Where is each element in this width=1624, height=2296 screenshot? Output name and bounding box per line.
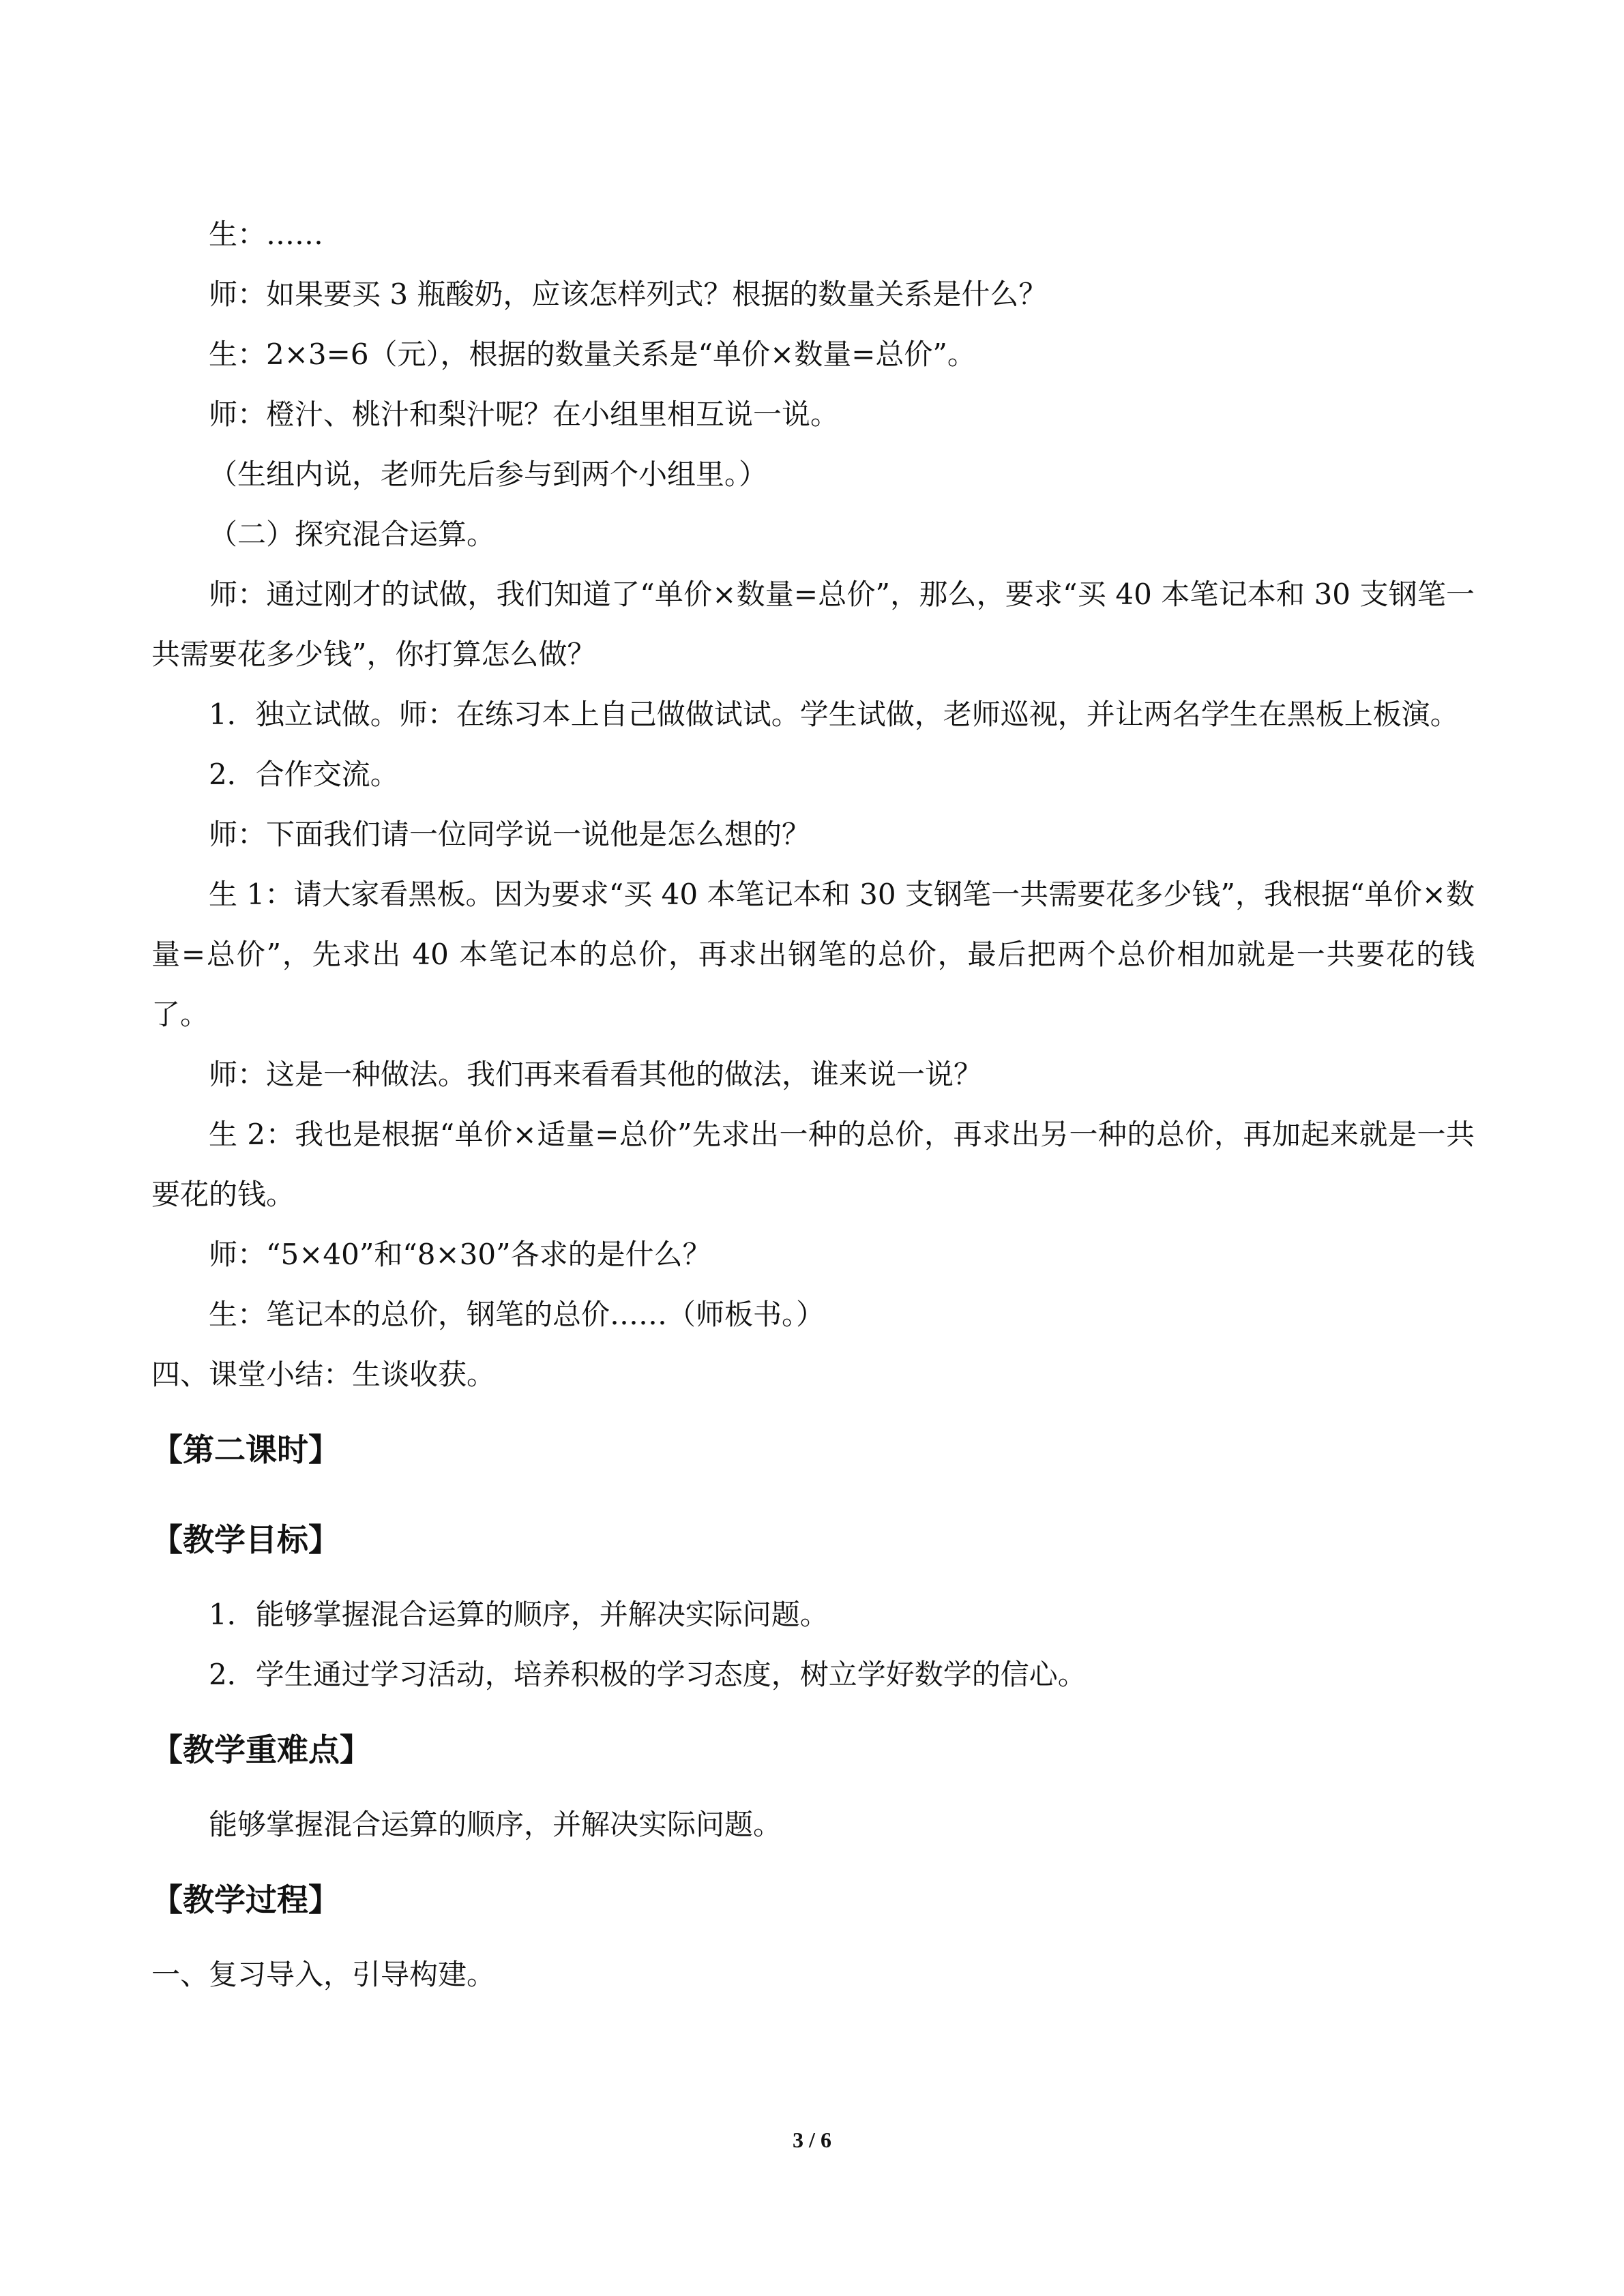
text-line: 生：2×3=6（元），根据的数量关系是“单价×数量=总价”。 xyxy=(209,338,976,371)
text-line: 师：橙汁、桃汁和梨汁呢？在小组里相互说一说。 xyxy=(209,398,840,431)
paragraph: 生 1：请大家看黑板。因为要求“买 40 本笔记本和 30 支钢笔一共需要花多少钱”，我根据“单价×数量=总价”，先求出 40 本笔记本的总价，再求出钢笔的总价，最后把两个总价相加就是一共要花的钱了。 xyxy=(151,878,1475,1031)
section-heading: 【第二课时】 xyxy=(151,1431,340,1468)
paragraph: 师：通过刚才的试做，我们知道了“单价×数量=总价”，那么，要求“买 40 本笔记本和 30 支钢笔一共需要花多少钱”，你打算怎么做？ xyxy=(151,578,1475,671)
paragraph: 生 2：我也是根据“单价×适量=总价”先求出一种的总价，再求出另一种的总价，再加起来就是一共要花的钱。 xyxy=(151,1118,1475,1211)
document-body xyxy=(151,205,1475,2005)
text-line: 师：下面我们请一位同学说一说他是怎么想的？ xyxy=(209,818,811,851)
section-heading-text: 四、课堂小结：生谈收获。 xyxy=(151,1358,496,1391)
list-item: 1．能够掌握混合运算的顺序，并解决实际问题。 xyxy=(209,1598,829,1631)
paragraph: 1．独立试做。师：在练习本上自己做做试试。学生试做，老师巡视，并让两名学生在黑板上板演。 xyxy=(209,698,1459,731)
text-line: 生：笔记本的总价，钢笔的总价……（师板书。） xyxy=(209,1298,825,1331)
list-item: 2．学生通过学习活动，培养积极的学习态度，树立学好数学的信心。 xyxy=(209,1658,1087,1691)
text-line: 能够掌握混合运算的顺序，并解决实际问题。 xyxy=(209,1808,782,1841)
text-line: 师：这是一种做法。我们再来看看其他的做法，谁来说一说？ xyxy=(209,1058,983,1091)
text-line: （生组内说，老师先后参与到两个小组里。） xyxy=(209,458,768,491)
section-heading: 【教学过程】 xyxy=(151,1881,340,1918)
page-number: 3 / 6 xyxy=(793,2128,831,2152)
text-line: 生：…… xyxy=(209,218,324,251)
section-heading-text: 一、复习导入，引导构建。 xyxy=(151,1958,496,1991)
text-line: 2．合作交流。 xyxy=(209,758,399,791)
section-subheading: （二）探究混合运算。 xyxy=(209,518,496,551)
text-line: 师：如果要买 3 瓶酸奶，应该怎样列式？根据的数量关系是什么？ xyxy=(209,278,1048,311)
section-heading: 【教学重难点】 xyxy=(151,1731,371,1768)
text-line: 师：“5×40”和“8×30”各求的是什么？ xyxy=(209,1238,711,1271)
section-heading: 【教学目标】 xyxy=(151,1521,340,1558)
